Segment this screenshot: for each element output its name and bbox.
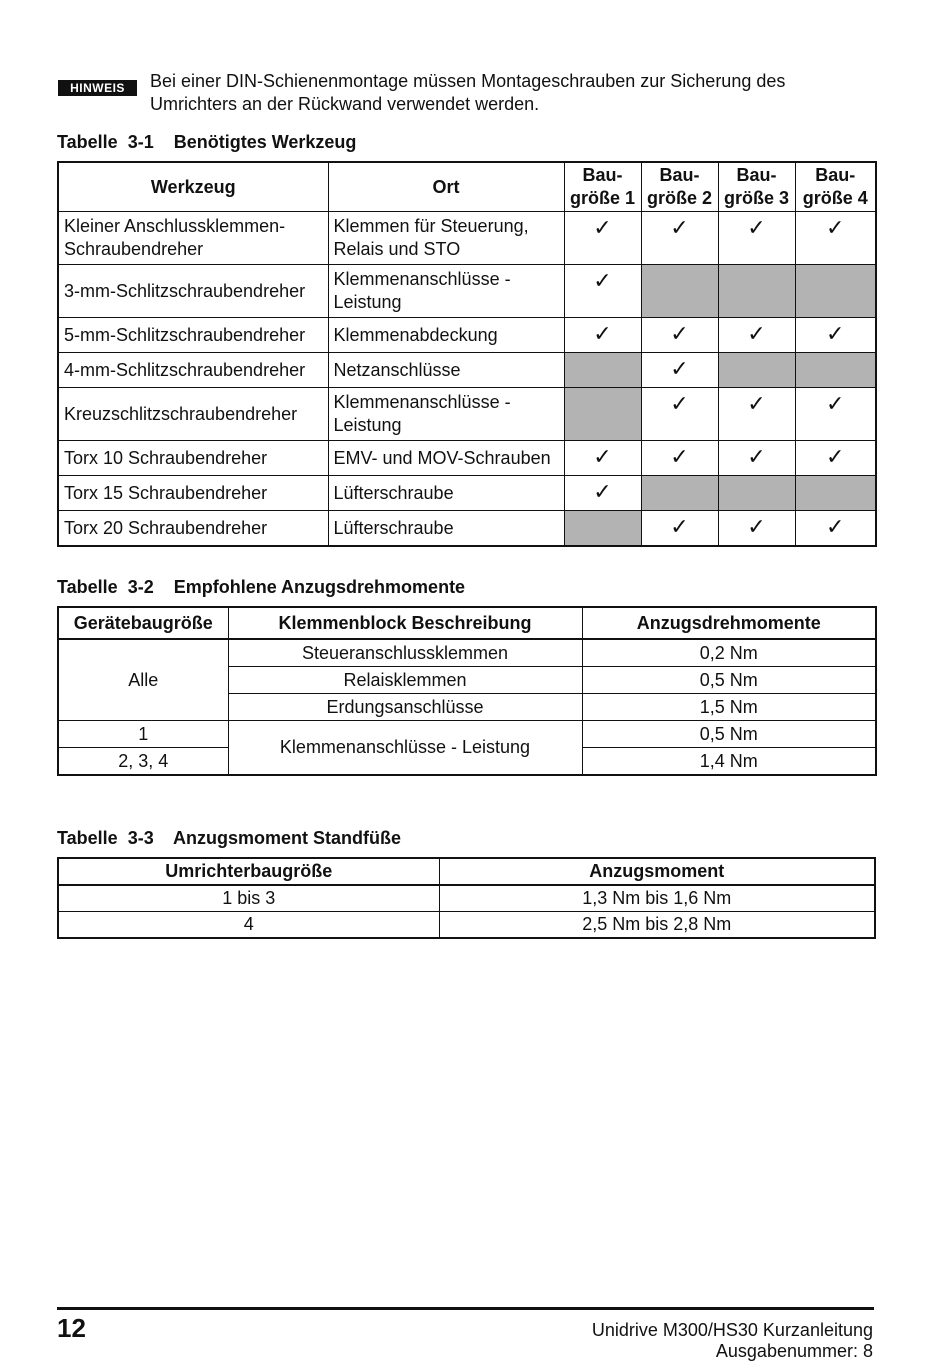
- header-block: Klemmenblock Beschreibung: [228, 607, 582, 639]
- table-row: [58, 639, 876, 667]
- check-icon: ✓: [718, 212, 795, 265]
- table-row: [58, 721, 876, 748]
- unavailable-cell: [564, 353, 641, 388]
- torque-table-header: [58, 607, 876, 639]
- header-size-2: Bau- größe 2: [641, 162, 718, 212]
- unavailable-cell: [795, 265, 876, 318]
- check-icon: ✓: [795, 212, 876, 265]
- torque-value: 1,4 Nm: [582, 748, 876, 776]
- header-size-3: Bau- größe 3: [718, 162, 795, 212]
- table-row: [58, 212, 876, 265]
- table-row: [58, 476, 876, 511]
- feet-torque-table: [57, 857, 876, 939]
- check-icon: ✓: [795, 511, 876, 547]
- torque-value: 1,5 Nm: [582, 694, 876, 721]
- header-torque: Anzugsmoment: [439, 858, 875, 885]
- check-icon: ✓: [564, 212, 641, 265]
- tool-location: Netzanschlüsse: [328, 353, 564, 388]
- check-icon: ✓: [795, 388, 876, 441]
- header-tool: Werkzeug: [58, 162, 328, 212]
- footer-title: Unidrive M300/HS30 Kurzanleitung: [591, 1320, 873, 1340]
- check-icon: ✓: [564, 318, 641, 353]
- feet-table-header: [58, 858, 875, 885]
- header-drive-size: Umrichterbaugröße: [58, 858, 439, 885]
- footer-divider: [57, 1307, 874, 1310]
- block-name: Steueranschlussklemmen: [228, 639, 582, 667]
- tool-name: 4-mm-Schlitzschraubendreher: [58, 353, 328, 388]
- tool-name: Torx 15 Schraubendreher: [58, 476, 328, 511]
- tool-name: Kreuzschlitzschraubendreher: [58, 388, 328, 441]
- unavailable-cell: [718, 476, 795, 511]
- footer-info: [592, 1320, 873, 1362]
- torque-value: 1,3 Nm bis 1,6 Nm: [439, 885, 875, 912]
- check-icon: ✓: [641, 511, 718, 547]
- page-number: 12: [57, 1313, 86, 1343]
- tool-name: Torx 10 Schraubendreher: [58, 441, 328, 476]
- footer-edition: Ausgabenummer: 8: [715, 1341, 873, 1361]
- size-value: 4: [58, 912, 439, 939]
- torque-table: [57, 606, 877, 776]
- table2-caption: Tabelle 3-2 Empfohlene Anzugsdrehmomente: [57, 577, 466, 597]
- table-row: [58, 912, 875, 939]
- check-icon: ✓: [564, 265, 641, 318]
- table3-caption: Tabelle 3-3 Anzugsmoment Standfüße: [57, 828, 402, 848]
- size-value: 1 bis 3: [58, 885, 439, 912]
- note-badge: HINWEIS: [58, 80, 137, 96]
- header-size-1: Bau- größe 1: [564, 162, 641, 212]
- check-icon: ✓: [718, 388, 795, 441]
- tool-location: Klemmen für Steuerung, Relais und STO: [328, 212, 564, 265]
- tool-location: EMV- und MOV-Schrauben: [328, 441, 564, 476]
- check-icon: ✓: [641, 318, 718, 353]
- check-icon: ✓: [641, 212, 718, 265]
- table-row: [58, 388, 876, 441]
- torque-value: 0,2 Nm: [582, 639, 876, 667]
- check-icon: ✓: [718, 511, 795, 547]
- torque-value: 2,5 Nm bis 2,8 Nm: [439, 912, 875, 939]
- unavailable-cell: [641, 476, 718, 511]
- block-name: Relaisklemmen: [228, 667, 582, 694]
- check-icon: ✓: [564, 441, 641, 476]
- tool-location: Lüfterschraube: [328, 476, 564, 511]
- tool-location: Klemmenanschlüsse - Leistung: [328, 388, 564, 441]
- tool-name: Kleiner Anschlussklemmen-Schraubendreher: [58, 212, 328, 265]
- check-icon: ✓: [795, 318, 876, 353]
- header-place: Ort: [328, 162, 564, 212]
- table1-caption: Tabelle 3-1 Benötigtes Werkzeug: [57, 132, 357, 152]
- tool-name: Torx 20 Schraubendreher: [58, 511, 328, 547]
- table-row: [58, 353, 876, 388]
- check-icon: ✓: [641, 353, 718, 388]
- table-row: [58, 318, 876, 353]
- unavailable-cell: [564, 388, 641, 441]
- header-device-size: Gerätebaugröße: [58, 607, 228, 639]
- unavailable-cell: [718, 353, 795, 388]
- table-row: [58, 441, 876, 476]
- table-row: [58, 511, 876, 547]
- block-name: Erdungsanschlüsse: [228, 694, 582, 721]
- tool-name: 5-mm-Schlitzschraubendreher: [58, 318, 328, 353]
- tool-location: Klemmenabdeckung: [328, 318, 564, 353]
- header-size-4: Bau- größe 4: [795, 162, 876, 212]
- check-icon: ✓: [641, 441, 718, 476]
- torque-value: 0,5 Nm: [582, 721, 876, 748]
- size-all: Alle: [58, 639, 228, 721]
- check-icon: ✓: [795, 441, 876, 476]
- block-name: Klemmenanschlüsse - Leistung: [228, 721, 582, 776]
- check-icon: ✓: [641, 388, 718, 441]
- unavailable-cell: [795, 476, 876, 511]
- unavailable-cell: [795, 353, 876, 388]
- size-value: 1: [58, 721, 228, 748]
- check-icon: ✓: [718, 441, 795, 476]
- table-row: [58, 885, 875, 912]
- table-row: [58, 265, 876, 318]
- unavailable-cell: [641, 265, 718, 318]
- size-value: 2, 3, 4: [58, 748, 228, 776]
- check-icon: ✓: [718, 318, 795, 353]
- note-text: Bei einer DIN-Schienenmontage müssen Montageschrauben zur Sicherung des Umrichters an der Rückwand verwendet werden.: [150, 71, 786, 114]
- check-icon: ✓: [564, 476, 641, 511]
- tool-location: Lüfterschraube: [328, 511, 564, 547]
- header-torque: Anzugsdrehmomente: [582, 607, 876, 639]
- unavailable-cell: [564, 511, 641, 547]
- tool-location: Klemmenanschlüsse - Leistung: [328, 265, 564, 318]
- unavailable-cell: [718, 265, 795, 318]
- tools-table-header: [58, 162, 876, 212]
- tool-name: 3-mm-Schlitzschraubendreher: [58, 265, 328, 318]
- tools-table: [57, 161, 877, 547]
- torque-value: 0,5 Nm: [582, 667, 876, 694]
